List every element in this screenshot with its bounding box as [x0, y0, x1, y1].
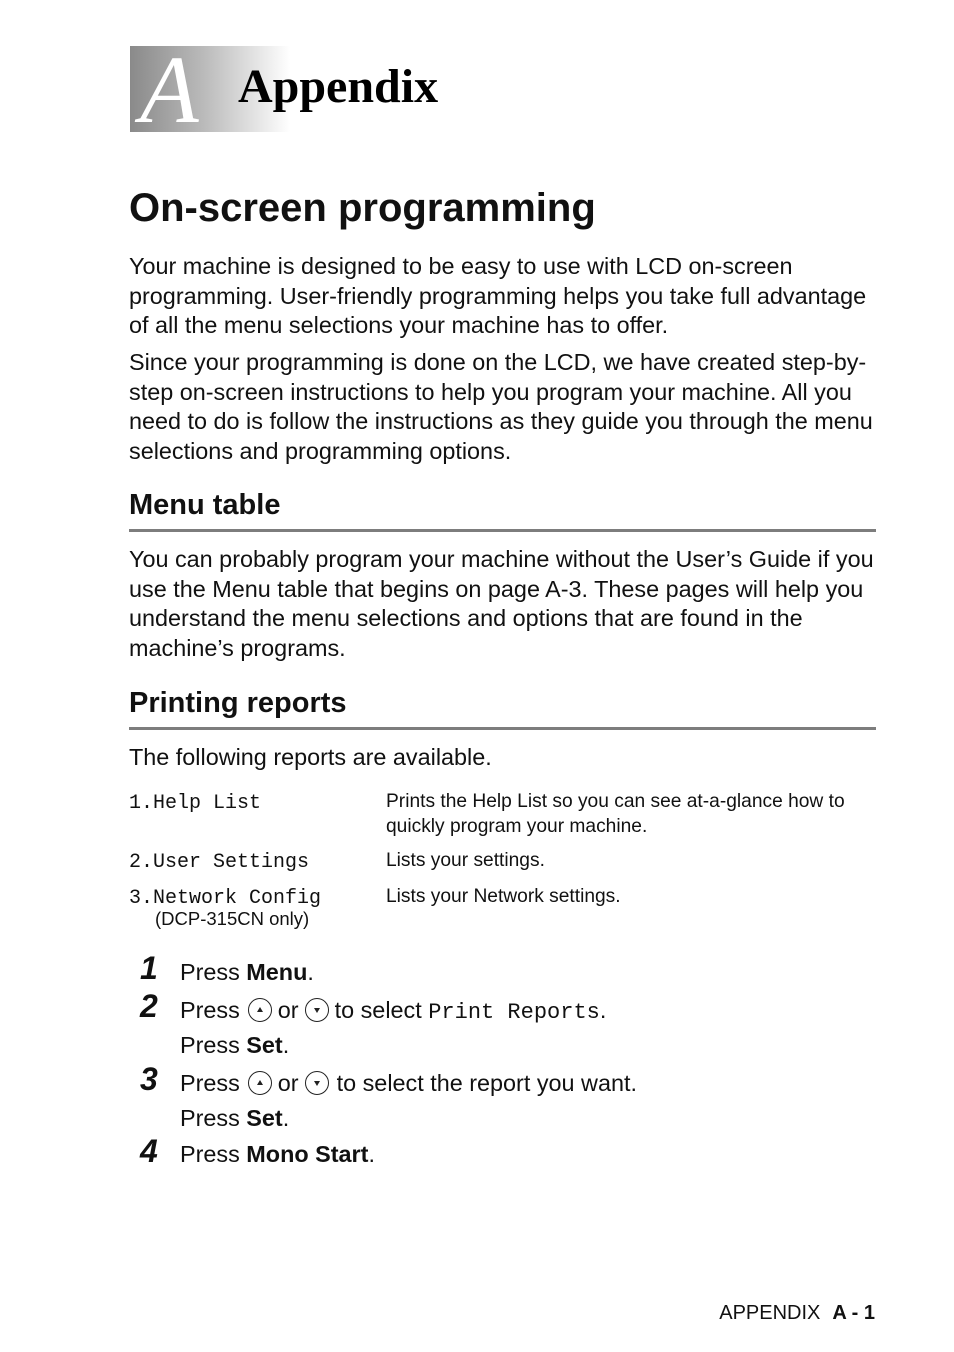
step-1-text: Press Menu.: [180, 959, 314, 985]
menu-key-label: Menu: [246, 959, 308, 985]
report-code: 2.User Settings: [129, 851, 310, 874]
page-number: A - 1: [832, 1302, 875, 1324]
chapter-title: Appendix: [238, 60, 439, 113]
reports-intro: The following reports are available.: [129, 744, 492, 770]
step-3b-text: Press Set.: [180, 1105, 290, 1131]
chapter-letter: A: [140, 36, 199, 143]
up-arrow-key-icon: [248, 1071, 272, 1095]
step-3-text: Press or to select the report you want.: [180, 1070, 637, 1096]
step-number: 4: [140, 1133, 158, 1169]
step-2-text: Press or to select Print Reports.: [180, 997, 607, 1025]
intro-paragraph: Your machine is designed to be easy to use with LCD on-screen programming. User-friendly programming helps you take full advantage of all the menu selections your machine has to offer.: [129, 253, 867, 339]
step-number: 1: [140, 950, 158, 986]
step-2b-text: Press Set.: [180, 1032, 290, 1058]
heading-divider: [129, 529, 876, 532]
step-number: 3: [140, 1061, 158, 1097]
report-note: (DCP-315CN only): [155, 908, 310, 929]
report-description: Lists your Network settings.: [386, 886, 621, 907]
set-key-label: Set: [246, 1105, 283, 1131]
report-description: Prints the Help List so you can see at-a-glance how to quickly program your machine.: [386, 791, 845, 837]
step-4-text: Press Mono Start.: [180, 1141, 375, 1167]
step-number: 2: [140, 988, 158, 1024]
menu-table-heading: Menu table: [129, 489, 281, 521]
report-code: 3.Network Config: [129, 887, 322, 910]
up-arrow-key-icon: [248, 998, 272, 1022]
menu-table-text: You can probably program your machine without the User’s Guide if you use the Menu table that begins on page A-3. These pages will help you understand the menu selections and options that are found in the machine’s programs.: [129, 546, 874, 661]
footer-section: APPENDIX: [719, 1302, 821, 1324]
intro-paragraph: Since your programming is done on the LCD, we have created step-by-step on-screen instructions to help you program your machine. All you need to do is follow the instructions as they guide you through the menu selections and programming options.: [129, 349, 873, 464]
mono-start-key-label: Mono Start: [246, 1141, 369, 1167]
report-code: 1.Help List: [129, 792, 262, 815]
section-title: On-screen programming: [129, 186, 596, 230]
set-key-label: Set: [246, 1032, 283, 1058]
menu-option-code: Print Reports: [428, 1000, 600, 1025]
page-footer: [719, 1300, 875, 1326]
heading-divider: [129, 727, 876, 730]
down-arrow-key-icon: [305, 998, 329, 1022]
report-description: Lists your settings.: [386, 850, 545, 871]
down-arrow-key-icon: [305, 1071, 329, 1095]
printing-reports-heading: Printing reports: [129, 687, 347, 719]
